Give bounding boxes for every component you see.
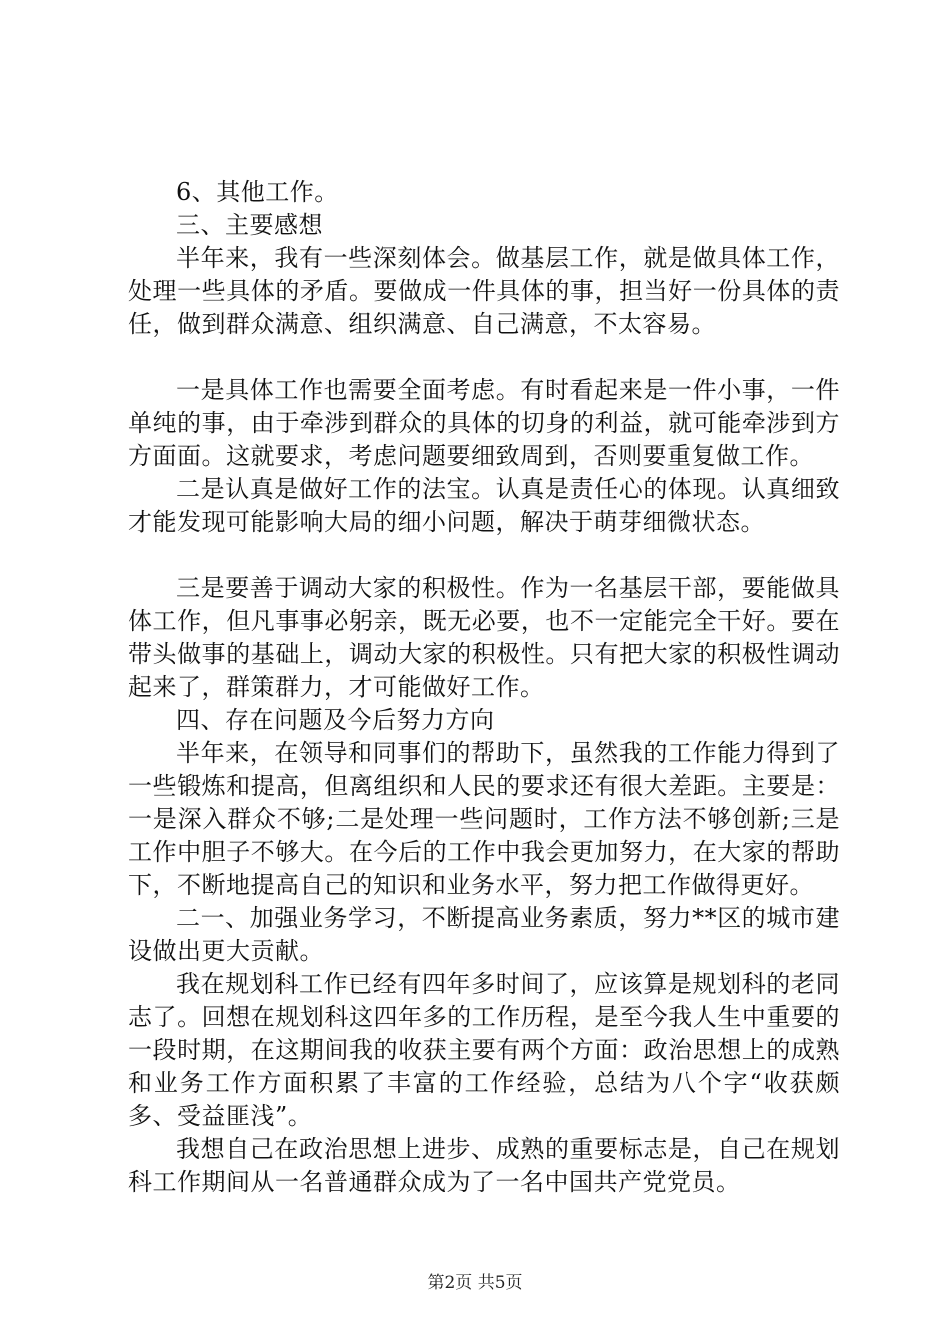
paragraph-planning-section: 我在规划科工作已经有四年多时间了，应该算是规划科的老同志了。回想在规划科这四年多的工作历程，是至今我人生中重要的一段时期，在这期间我的收获主要有两个方面：政治思想上的成熟和业务工作方面积累了丰富的工作经验，总结为八个字“收获颇多、受益匪浅”。 (128, 970, 840, 1130)
heading-main-thoughts: 三、主要感想 (176, 211, 323, 239)
paragraph-point-three: 三是要善于调动大家的积极性。作为一名基层干部，要能做具体工作，但凡事事必躬亲，既无必要，也不一定能完全干好。要在带头做事的基础上，调动大家的积极性。只有把大家的积极性调动起来了，群策群力，才可能做好工作。 (128, 574, 840, 701)
paragraph-other-work: 6、其他工作。 (176, 178, 339, 206)
paragraph-political-progress: 我想自己在政治思想上进步、成熟的重要标志是，自己在规划科工作期间从一名普通群众成为了一名中国共产党党员。 (128, 1135, 840, 1196)
paragraph-problems: 半年来，在领导和同事们的帮助下，虽然我的工作能力得到了一些锻炼和提高，但离组织和人民的要求还有很大差距。主要是：一是深入群众不够;二是处理一些问题时，工作方法不够创新;三是工作中胆子不够大。在今后的工作中我会更加努力，在大家的帮助下，不断地提高自己的知识和业务水平，努力把工作做得更好。 (128, 739, 840, 899)
heading-business-study: 二一、加强业务学习，不断提高业务素质，努力**区的城市建设做出更大贡献。 (128, 904, 840, 965)
page-number-footer: 第2页 共5页 (427, 1273, 523, 1293)
document-body (128, 176, 840, 1199)
paragraph-point-two: 二是认真是做好工作的法宝。认真是责任心的体现。认真细致才能发现可能影响大局的细小问题，解决于萌芽细微状态。 (128, 475, 840, 536)
paragraph-half-year-experience: 半年来，我有一些深刻体会。做基层工作，就是做具体工作，处理一些具体的矛盾。要做成一件具体的事，担当好一份具体的责任，做到群众满意、组织满意、自己满意，不太容易。 (128, 244, 840, 338)
heading-problems-direction: 四、存在问题及今后努力方向 (176, 706, 495, 734)
paragraph-point-one: 一是具体工作也需要全面考虑。有时看起来是一件小事，一件单纯的事，由于牵涉到群众的具体的切身的利益，就可能牵涉到方方面面。这就要求，考虑问题要细致周到，否则要重复做工作。 (128, 376, 840, 470)
